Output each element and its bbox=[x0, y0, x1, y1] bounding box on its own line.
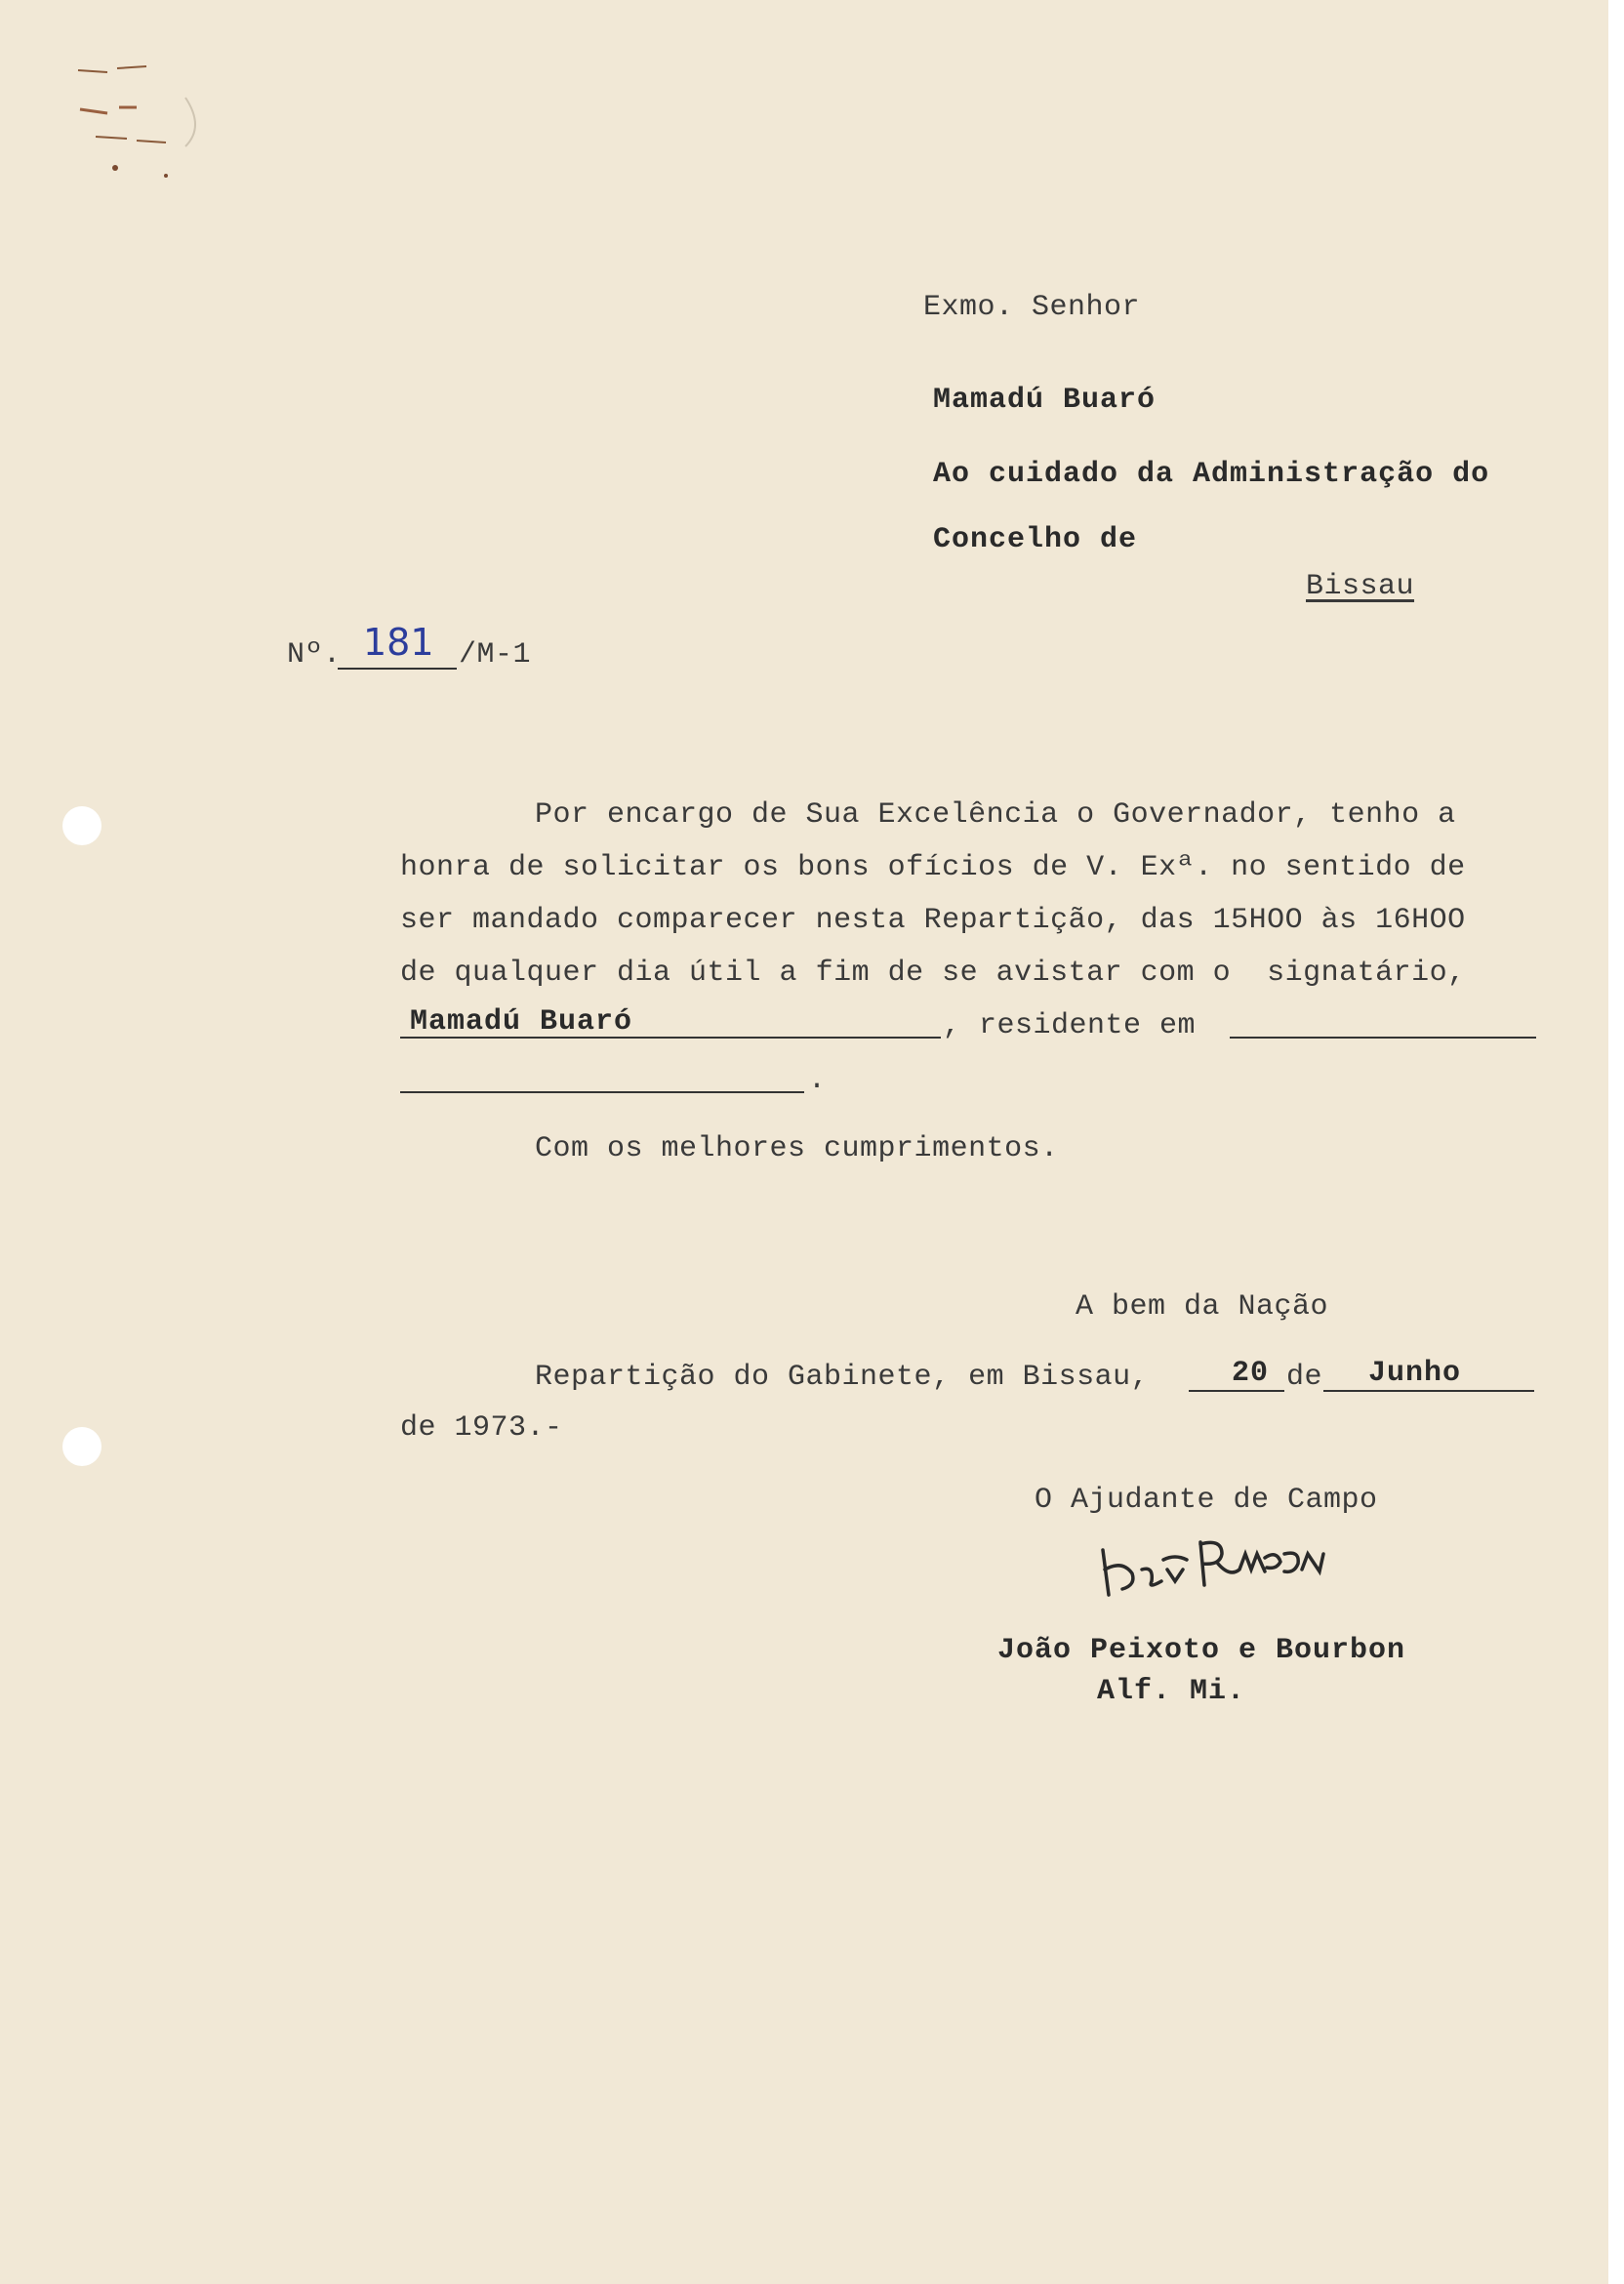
body-line-1: Por encargo de Sua Excelência o Governador, tenho a bbox=[535, 798, 1456, 832]
closing: Com os melhores cumprimentos. bbox=[535, 1132, 1059, 1165]
residence-label: , residente em bbox=[943, 1009, 1197, 1042]
name-filled: Mamadú Buaró bbox=[410, 1005, 633, 1039]
handwritten-signature bbox=[1093, 1530, 1347, 1609]
month: Junho bbox=[1368, 1357, 1462, 1390]
punch-hole-bottom bbox=[62, 1427, 102, 1466]
reference-suffix: /M-1 bbox=[459, 638, 532, 672]
reference-prefix: Nº. bbox=[287, 638, 342, 672]
place-date: Repartição do Gabinete, em Bissau, bbox=[535, 1361, 1150, 1394]
de-label: de bbox=[1286, 1361, 1323, 1394]
signatory-name: João Peixoto e Bourbon bbox=[997, 1634, 1406, 1667]
day: 20 bbox=[1232, 1357, 1270, 1390]
year-line: de 1973.- bbox=[400, 1411, 563, 1445]
salutation: Exmo. Senhor bbox=[923, 291, 1141, 324]
body-line-4: de qualquer dia útil a fim de se avistar com o signatário, bbox=[400, 957, 1466, 990]
signatory-role: O Ajudante de Campo bbox=[1035, 1484, 1378, 1517]
body-line-2: honra de solicitar os bons ofícios de V. Exª. no sentido de bbox=[400, 851, 1466, 884]
body-line-3: ser mandado comparecer nesta Repartição, das 15HOO às 16HOO bbox=[400, 904, 1466, 937]
care-of-line: Ao cuidado da Administração do bbox=[933, 458, 1490, 491]
council-line: Concelho de bbox=[933, 523, 1138, 556]
scan-edge bbox=[1608, 0, 1624, 2284]
signatory-rank: Alf. Mi. bbox=[1097, 1675, 1246, 1708]
motto: A bem da Nação bbox=[1076, 1290, 1329, 1324]
city: Bissau bbox=[1306, 570, 1415, 603]
reference-number: 181 bbox=[363, 621, 434, 664]
residence-blank bbox=[1230, 1007, 1536, 1048]
punch-hole-top bbox=[62, 806, 102, 845]
residence-blank-2: . bbox=[400, 1062, 823, 1103]
recipient-name: Mamadú Buaró bbox=[933, 384, 1157, 417]
staple-marks bbox=[68, 59, 215, 195]
